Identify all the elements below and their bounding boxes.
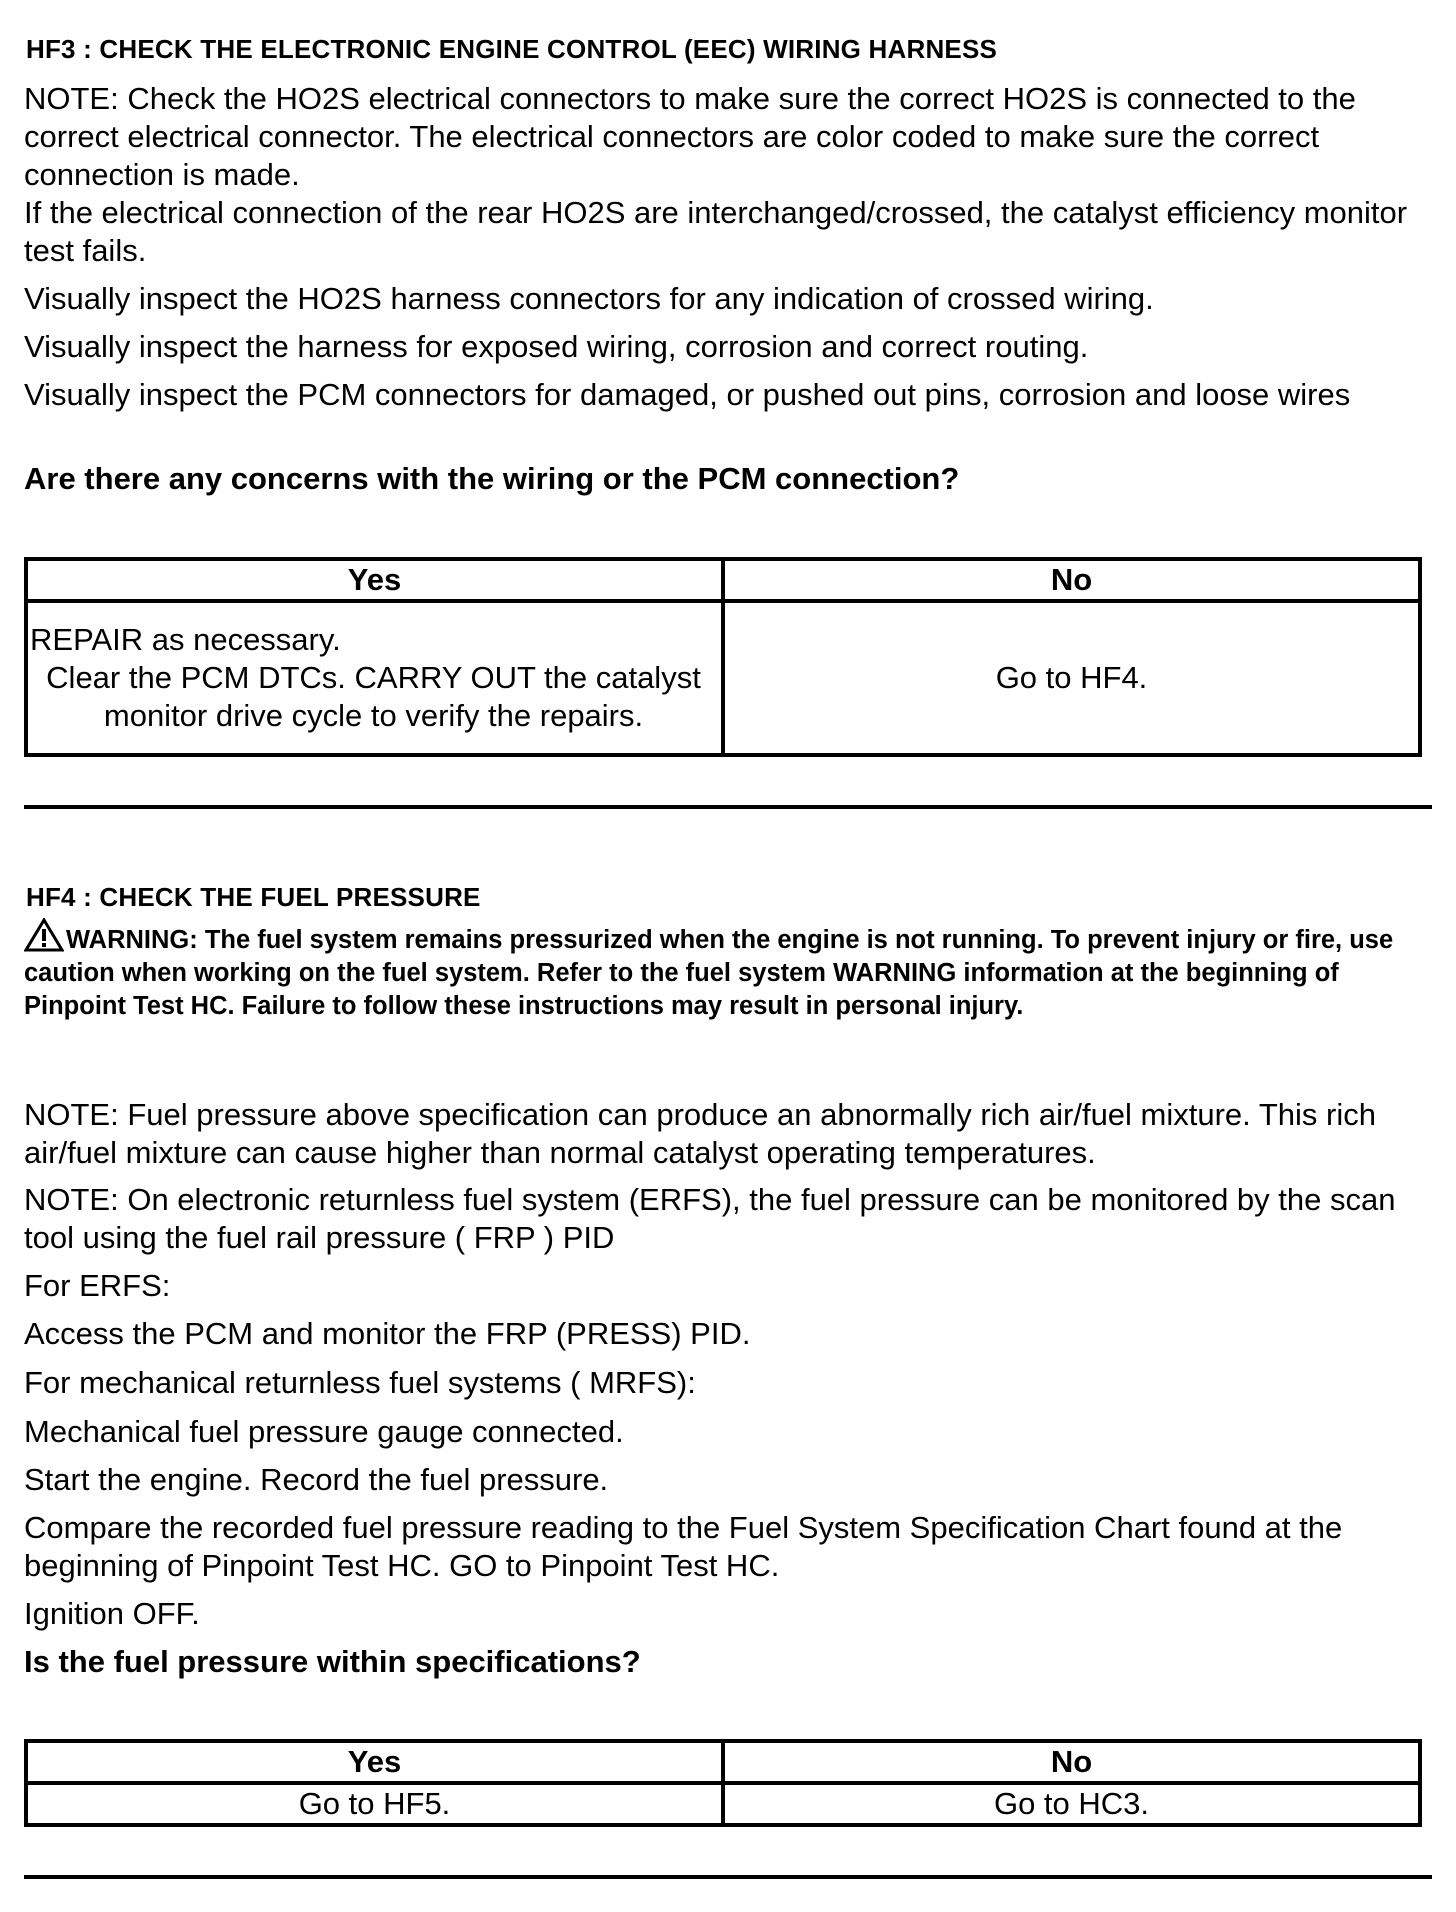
- hf4-warning-text: WARNING: The fuel system remains pressurized when the engine is not running. To prevent injury or fire, use caution when working on the fuel system. Refer to the fuel system WARNING information at the beginning of Pinpoint Test HC. Failure to follow these instructions may result in personal injury.: [24, 926, 1394, 1020]
- hf3-note-paragraph: NOTE: Check the HO2S electrical connectors to make sure the correct HO2S is connected to the correct electrical connector. The electrical connectors are color coded to make sure the correct connection is made.: [24, 81, 1356, 192]
- hf4-note-erfs-paragraph: NOTE: On electronic returnless fuel system (ERFS), the fuel pressure can be monitored by the scan tool using the fuel rail pressure ( FRP ) PID: [24, 1182, 1396, 1255]
- hf4-question: Is the fuel pressure within specifications?: [24, 1644, 641, 1679]
- hf4-for-mrfs: For mechanical returnless fuel systems ( MRFS):: [24, 1365, 696, 1400]
- hf4-no-cell: Go to HC3.: [723, 1783, 1420, 1825]
- bottom-divider: [24, 1875, 1432, 1879]
- hf4-gauge-connected: Mechanical fuel pressure gauge connected.: [24, 1414, 624, 1449]
- hf3-inspect-ho2s-paragraph: Visually inspect the HO2S harness connectors for any indication of crossed wiring.: [24, 281, 1154, 316]
- hf3-crossed-paragraph: If the electrical connection of the rear HO2S are interchanged/crossed, the catalyst efficiency monitor test fails.: [24, 195, 1408, 268]
- hf3-inspect-pcm-paragraph: Visually inspect the PCM connectors for damaged, or pushed out pins, corrosion and loose wires: [24, 377, 1351, 412]
- hf3-inspect-harness-paragraph: Visually inspect the harness for exposed wiring, corrosion and correct routing.: [24, 329, 1089, 364]
- hf4-heading: HF4 : CHECK THE FUEL PRESSURE: [26, 882, 481, 912]
- hf3-heading: HF3 : CHECK THE ELECTRONIC ENGINE CONTROL (EEC) WIRING HARNESS: [26, 34, 998, 64]
- hf4-for-erfs: For ERFS:: [24, 1268, 171, 1303]
- hf4-yes-cell: Go to HF5.: [26, 1783, 723, 1825]
- hf4-no-header: No: [723, 1741, 1420, 1783]
- hf4-ignition-off: Ignition OFF.: [24, 1596, 200, 1631]
- hf3-answer-table: [24, 557, 1422, 757]
- hf4-warning: [24, 918, 1434, 1023]
- section-divider: [24, 805, 1432, 809]
- hf3-no-header: No: [723, 559, 1420, 601]
- hf4-yes-header: Yes: [26, 1741, 723, 1783]
- hf3-question: Are there any concerns with the wiring or the PCM connection?: [24, 461, 960, 496]
- hf3-yes-repair-text: REPAIR as necessary.: [30, 622, 341, 657]
- hf3-yes-cell: [26, 601, 723, 755]
- hf3-yes-clear-text: Clear the PCM DTCs. CARRY OUT the catalyst monitor drive cycle to verify the repairs.: [46, 660, 701, 733]
- hf3-no-cell: Go to HF4.: [723, 601, 1420, 755]
- hf3-yes-header: Yes: [26, 559, 723, 601]
- warning-triangle-icon: [24, 918, 64, 952]
- hf4-note-rich-paragraph: NOTE: Fuel pressure above specification can produce an abnormally rich air/fuel mixture. This rich air/fuel mixture can cause higher than normal catalyst operating temperatures.: [24, 1097, 1376, 1170]
- hf4-compare-reading: Compare the recorded fuel pressure reading to the Fuel System Specification Chart found at the beginning of Pinpoint Test HC. GO to Pinpoint Test HC.: [24, 1510, 1343, 1583]
- hf4-access-pcm: Access the PCM and monitor the FRP (PRESS) PID.: [24, 1316, 751, 1351]
- hf4-answer-table: [24, 1739, 1422, 1827]
- hf4-start-engine: Start the engine. Record the fuel pressure.: [24, 1462, 609, 1497]
